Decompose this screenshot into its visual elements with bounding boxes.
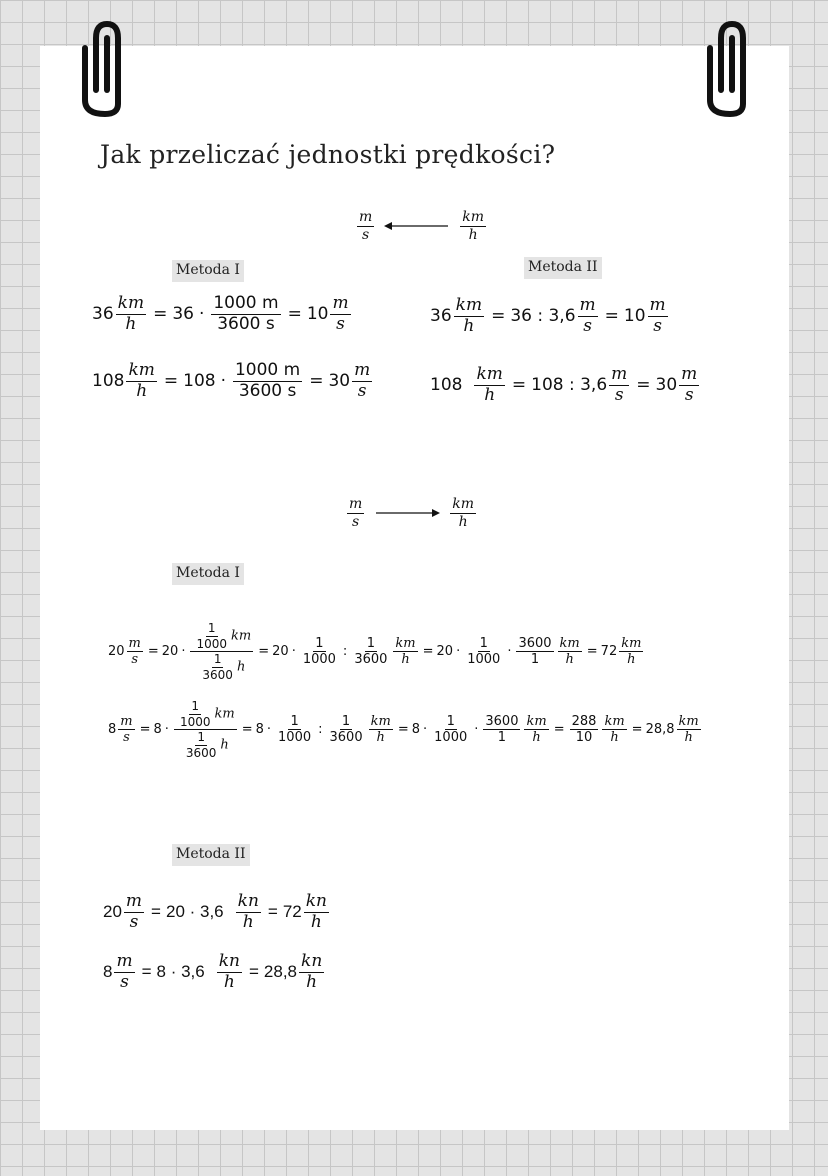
equation-8-ms-method1: 8 $\frac{m}{s}$ = 8 · $\frac{1}{1000}$ km $\frac{1}{3600}$ h = 8 · $\frac{1}{1000}$ : $\frac{1}{3600}$ $\frac{km}{h}$ = 8 · $\frac{1}{1000}$ · $\frac{3600}{1}$ $\frac{km}{h}$ = $\frac{288}{10}$ $\frac{km}{h}$ = 28,8 $\frac{km}{h}$ [108, 699, 699, 760]
conversion-arrow-kmh-to-ms [355, 210, 488, 242]
equation-36-kmh-method2: 36 $\frac{km}{h}$ = 36 : 3,6 $\frac{m}{s}$ = 10 $\frac{m}{s}$ [430, 295, 666, 336]
equation-108-kmh-method1: 108 $\frac{km}{h}$ = 108 · $\frac{1000 m}{3600 s}$ = 30 $\frac{m}{s}$ [92, 360, 371, 401]
label-metoda-2-second: Metoda II [172, 844, 250, 866]
label-metoda-2: Metoda II [524, 257, 602, 279]
unit-m-per-s: $\frac{m}{s}$ [349, 496, 363, 530]
paperclip-left-icon [80, 18, 130, 118]
paperclip-right-icon [705, 18, 755, 118]
equation-108-kmh-method2: 108 $\frac{km}{h}$ = 108 : 3,6 $\frac{m}{s}$ = 30 $\frac{m}{s}$ [430, 364, 698, 405]
unit-m-per-s: $\frac{m}{s}$ [359, 209, 373, 243]
page-title: Jak przeliczać jednostki prędkości? [100, 140, 556, 169]
arrow-left-icon [384, 220, 450, 232]
equation-20-ms-method2: 20 $\frac{m}{s}$ = 20 · 3,6 $\frac{kn}{h}$ = 72 $\frac{kn}{h}$ [103, 891, 327, 932]
label-metoda-1-second: Metoda I [172, 563, 244, 585]
arrow-right-icon [374, 507, 440, 519]
equation-8-ms-method2: 8 $\frac{m}{s}$ = 8 · 3,6 $\frac{kn}{h}$ = 28,8 $\frac{kn}{h}$ [103, 951, 323, 992]
conversion-arrow-ms-to-kmh [345, 497, 478, 529]
equation-36-kmh-method1: 36 $\frac{km}{h}$ = 36 · $\frac{1000 m}{3600 s}$ = 10 $\frac{m}{s}$ [92, 293, 349, 334]
equation-20-ms-method1: 20 $\frac{m}{s}$ = 20 · $\frac{1}{1000}$ km $\frac{1}{3600}$ h = 20 · $\frac{1}{1000}$ : $\frac{1}{3600}$ $\frac{km}{h}$ = 20 · $\frac{1}{1000}$ · $\frac{3600}{1}$ $\frac{km}{h}$ = 72 $\frac{km}{h}$ [108, 621, 642, 682]
label-metoda-1: Metoda I [172, 260, 244, 282]
unit-km-per-h: $\frac{km}{h}$ [462, 209, 485, 243]
unit-km-per-h: $\frac{km}{h}$ [452, 496, 475, 530]
